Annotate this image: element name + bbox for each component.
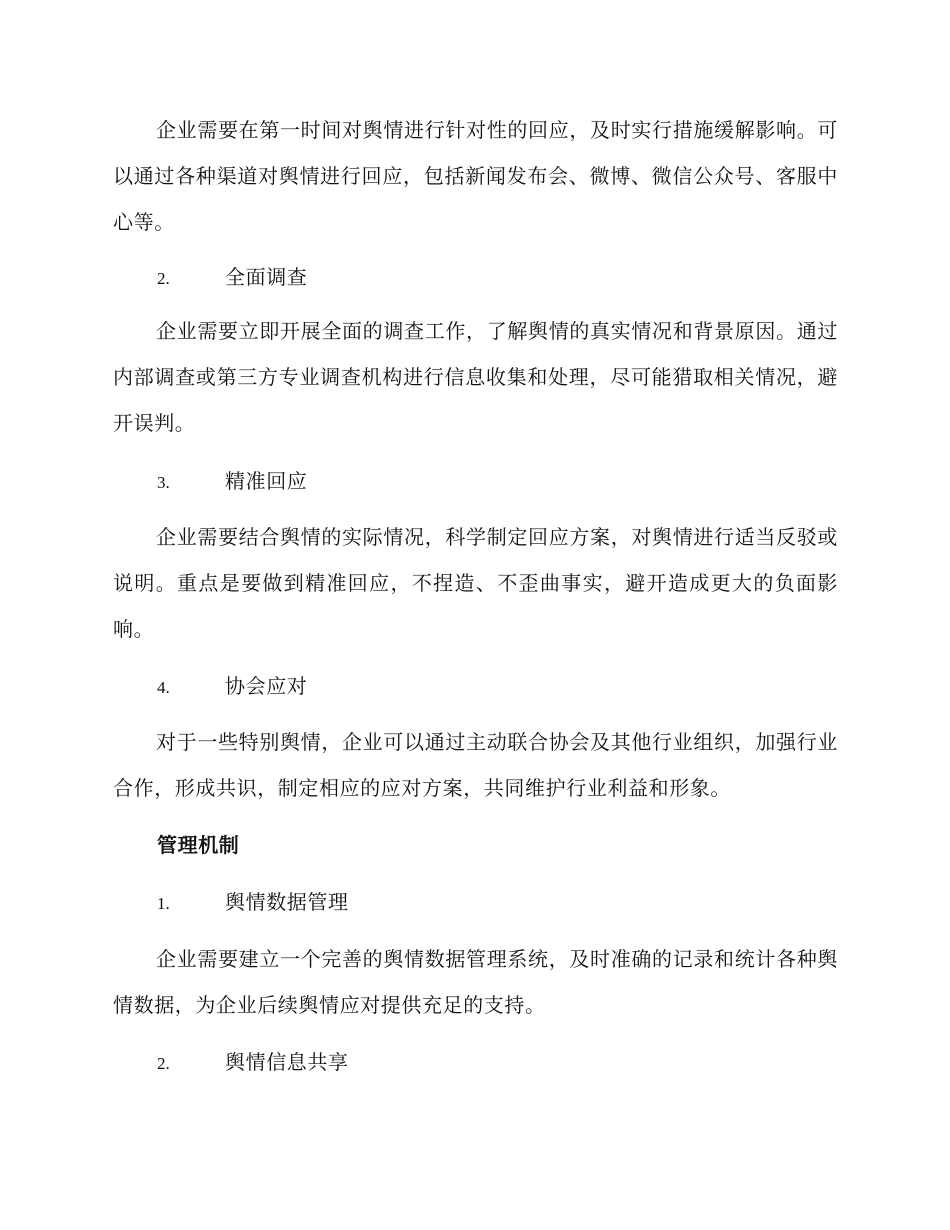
list-item-number: 4.: [157, 678, 170, 697]
list-item-association-response: [157, 671, 307, 701]
paragraph-data-management: 企业需要建立一个完善的舆情数据管理系统，及时准确的记录和统计各种舆情数据，为企业后续舆情应对提供充足的支持。: [113, 947, 838, 1017]
paragraph-association: 对于一些特别舆情，企业可以通过主动联合协会及其他行业组织，加强行业合作，形成共识，制定相应的应对方案，共同维护行业利益和形象。: [113, 730, 838, 800]
list-item-number: 1.: [157, 894, 170, 913]
section-heading-management: 管理机制: [157, 833, 240, 857]
paragraph-response-channels: 企业需要在第一时间对舆情进行针对性的回应，及时实行措施缓解影响。可以通过各种渠道对舆情进行回应，包括新闻发布会、微博、微信公众号、客服中心等。: [113, 118, 838, 234]
list-item-label: 舆情数据管理: [225, 890, 349, 914]
list-item-data-management: [157, 887, 349, 917]
list-item-number: 2.: [157, 1054, 170, 1073]
list-item-comprehensive-investigation: [157, 262, 307, 292]
list-item-number: 2.: [157, 269, 170, 288]
list-item-precise-response: [157, 466, 307, 496]
list-item-info-sharing: [157, 1047, 349, 1077]
paragraph-precise-response: 企业需要结合舆情的实际情况，科学制定回应方案，对舆情进行适当反驳或说明。重点是要做到精准回应，不捏造、不歪曲事实，避开造成更大的负面影响。: [113, 525, 838, 641]
list-item-label: 舆情信息共享: [225, 1050, 349, 1074]
paragraph-investigation: 企业需要立即开展全面的调查工作，了解舆情的真实情况和背景原因。通过内部调查或第三方专业调查机构进行信息收集和处理，尽可能猎取相关情况，避开误判。: [113, 319, 838, 435]
list-item-number: 3.: [157, 473, 170, 492]
list-item-label: 协会应对: [225, 674, 308, 698]
list-item-label: 精准回应: [225, 469, 308, 493]
list-item-label: 全面调查: [225, 265, 308, 289]
